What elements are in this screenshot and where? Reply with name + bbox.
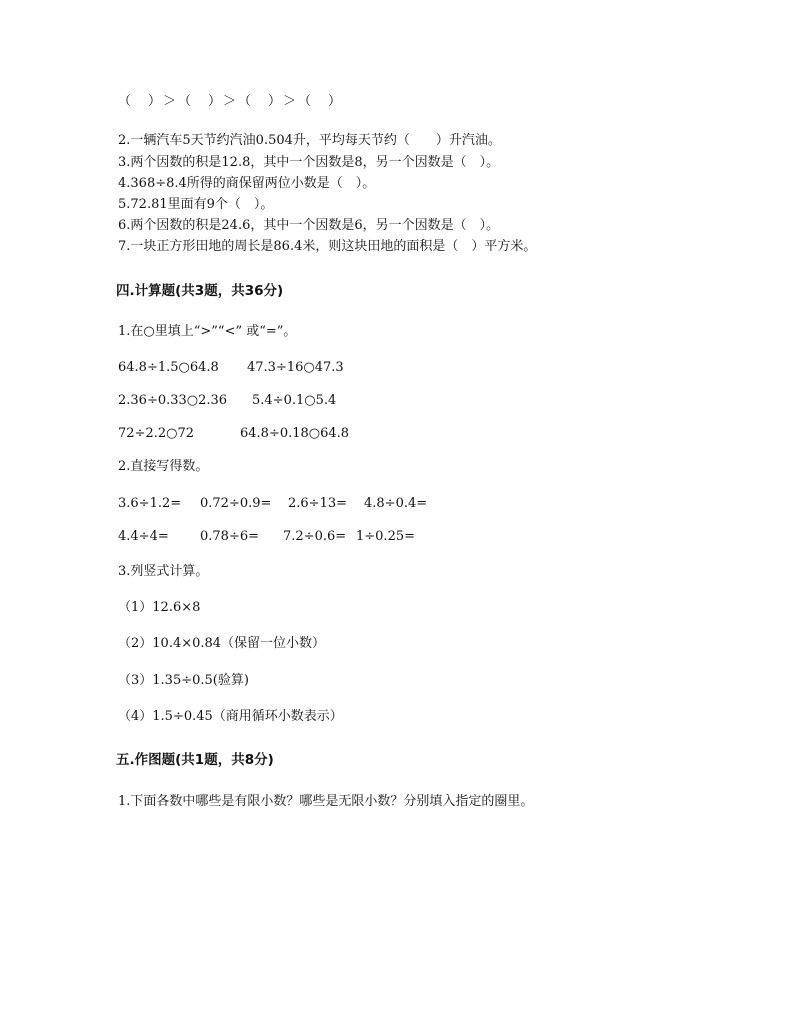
section-5-heading: 五.作图题(共1题，共8分) — [116, 752, 274, 768]
drawing-question-1: 1.下面各数中哪些是有限小数？哪些是无限小数？分别填入指定的圈里。 — [118, 794, 534, 809]
section-4-heading: 四.计算题(共3题，共36分) — [116, 283, 284, 299]
fill-question-2: 2.一辆汽车5天节约汽油0.504升，平均每天节约（ ）升汽油。 — [118, 133, 501, 148]
compare-prompt: 1.在○里填上“>”“<” 或“=”。 — [118, 324, 297, 339]
fill-question-7: 7.一块正方形田地的周长是86.4米，则这块田地的面积是（ ）平方米。 — [118, 239, 537, 254]
direct-calc-item: 1÷0.25= — [356, 529, 416, 544]
direct-calc-item: 7.2÷0.6= — [283, 529, 347, 544]
compare-item: 64.8÷0.18○64.8 — [240, 426, 350, 441]
compare-item: 47.3÷16○47.3 — [247, 360, 344, 375]
order-blanks-line: （ ）＞（ ）＞（ ）＞（ ） — [118, 94, 344, 109]
direct-calc-prompt: 2.直接写得数。 — [118, 459, 209, 474]
direct-calc-item: 3.6÷1.2= — [118, 496, 182, 511]
compare-item: 5.4÷0.1○5.4 — [252, 393, 337, 408]
direct-calc-item: 0.72÷0.9= — [200, 496, 272, 511]
direct-calc-item: 0.78÷6= — [200, 529, 260, 544]
vertical-calc-item: （4）1.5÷0.45（商用循环小数表示） — [118, 709, 343, 724]
direct-calc-item: 4.4÷4= — [118, 529, 169, 544]
fill-question-3: 3.两个因数的积是12.8，其中一个因数是8，另一个因数是（ ）。 — [118, 155, 500, 170]
fill-question-4: 4.368÷8.4所得的商保留两位小数是（ ）。 — [118, 176, 376, 191]
compare-item: 2.36÷0.33○2.36 — [118, 393, 228, 408]
vertical-calc-item: （1）12.6×8 — [118, 600, 201, 615]
vertical-calc-prompt: 3.列竖式计算。 — [118, 564, 209, 579]
direct-calc-item: 4.8÷0.4= — [364, 496, 428, 511]
vertical-calc-item: （3）1.35÷0.5(验算) — [118, 673, 249, 688]
compare-item: 64.8÷1.5○64.8 — [118, 360, 219, 375]
fill-question-6: 6.两个因数的积是24.6，其中一个因数是6，另一个因数是（ ）。 — [118, 218, 500, 233]
vertical-calc-item: （2）10.4×0.84（保留一位小数） — [118, 636, 326, 651]
fill-question-5: 5.72.81里面有9个（ ）。 — [118, 197, 274, 212]
compare-item: 72÷2.2○72 — [118, 426, 194, 441]
direct-calc-item: 2.6÷13= — [288, 496, 348, 511]
